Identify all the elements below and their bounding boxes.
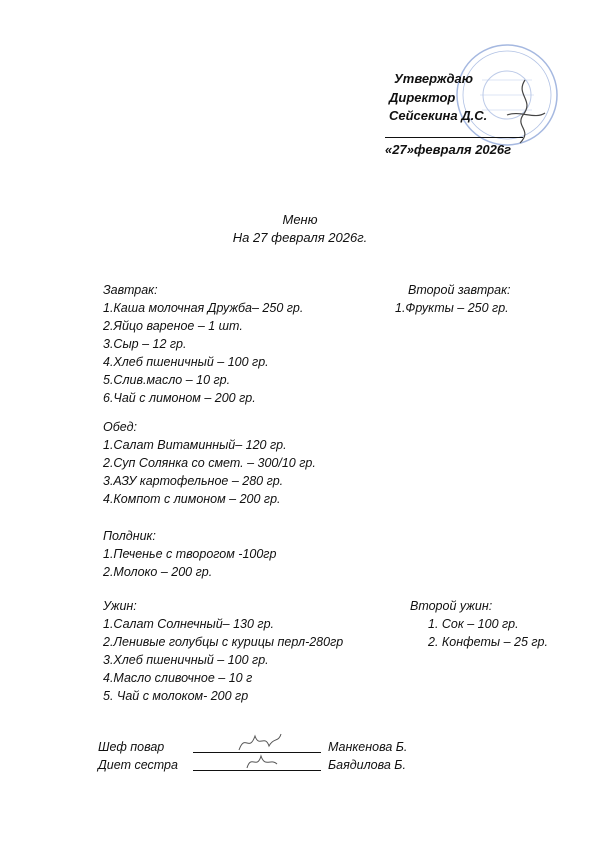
second-dinner-list xyxy=(428,615,548,651)
snack-list xyxy=(103,545,276,581)
second-breakfast-list xyxy=(395,299,509,317)
lunch-list xyxy=(103,436,316,508)
dinner-heading: Ужин: xyxy=(103,599,137,613)
list-item: 5. Чай с молоком- 200 гр xyxy=(103,689,249,703)
list-item: 5.Слив.масло – 10 гр. xyxy=(103,373,231,387)
list-item: 2.Молоко – 200 гр. xyxy=(103,565,213,579)
list-item: 1.Фрукты – 250 гр. xyxy=(395,301,509,315)
approval-line-approve: Утверждаю xyxy=(394,71,473,86)
second-dinner-heading: Второй ужин: xyxy=(410,599,493,613)
list-item: 1.Салат Витаминный– 120 гр. xyxy=(103,438,287,452)
list-item: 2.Яйцо вареное – 1 шт. xyxy=(103,319,243,333)
approval-line-name: Сейсекина Д.С. xyxy=(389,108,488,123)
list-item: 1.Салат Солнечный– 130 гр. xyxy=(103,617,275,631)
list-item: 2. Конфеты – 25 гр. xyxy=(428,635,548,649)
dinner-list xyxy=(103,615,343,705)
list-item: 4.Хлеб пшеничный – 100 гр. xyxy=(103,355,269,369)
list-item: 2.Суп Солянка со смет. – 300/10 гр. xyxy=(103,456,316,470)
list-item: 1.Печенье с творогом -100гр xyxy=(103,547,277,561)
lunch-heading: Обед: xyxy=(103,420,137,434)
chef-name: Манкенова Б. xyxy=(328,740,408,754)
list-item: 4.Компот с лимоном – 200 гр. xyxy=(103,492,281,506)
list-item: 1.Каша молочная Дружба– 250 гр. xyxy=(103,301,304,315)
nurse-signature-icon xyxy=(243,750,283,774)
approval-signature-line xyxy=(385,137,523,138)
approval-line-position: Директор xyxy=(389,90,456,105)
snack-heading: Полдник: xyxy=(103,529,156,543)
list-item: 3.АЗУ картофельное – 280 гр. xyxy=(103,474,284,488)
list-item: 1. Сок – 100 гр. xyxy=(428,617,519,631)
chef-role: Шеф повар xyxy=(98,740,165,754)
breakfast-heading: Завтрак: xyxy=(103,283,158,297)
nurse-name: Баядилова Б. xyxy=(328,758,406,772)
second-breakfast-heading: Второй завтрак: xyxy=(408,283,511,297)
breakfast-list xyxy=(103,299,303,407)
list-item: 3.Сыр – 12 гр. xyxy=(103,337,187,351)
list-item: 4.Масло сливочное – 10 г xyxy=(103,671,253,685)
list-item: 6.Чай с лимоном – 200 гр. xyxy=(103,391,256,405)
page-title: Меню xyxy=(282,212,318,227)
list-item: 3.Хлеб пшеничный – 100 гр. xyxy=(103,653,269,667)
director-signature-icon xyxy=(495,75,555,145)
approval-date: «27»февраля 2026г xyxy=(385,142,512,157)
nurse-role: Диет сестра xyxy=(98,758,178,772)
page-subtitle: На 27 февраля 2026г. xyxy=(232,230,368,245)
list-item: 2.Ленивые голубцы с курицы перл-280гр xyxy=(103,635,344,649)
